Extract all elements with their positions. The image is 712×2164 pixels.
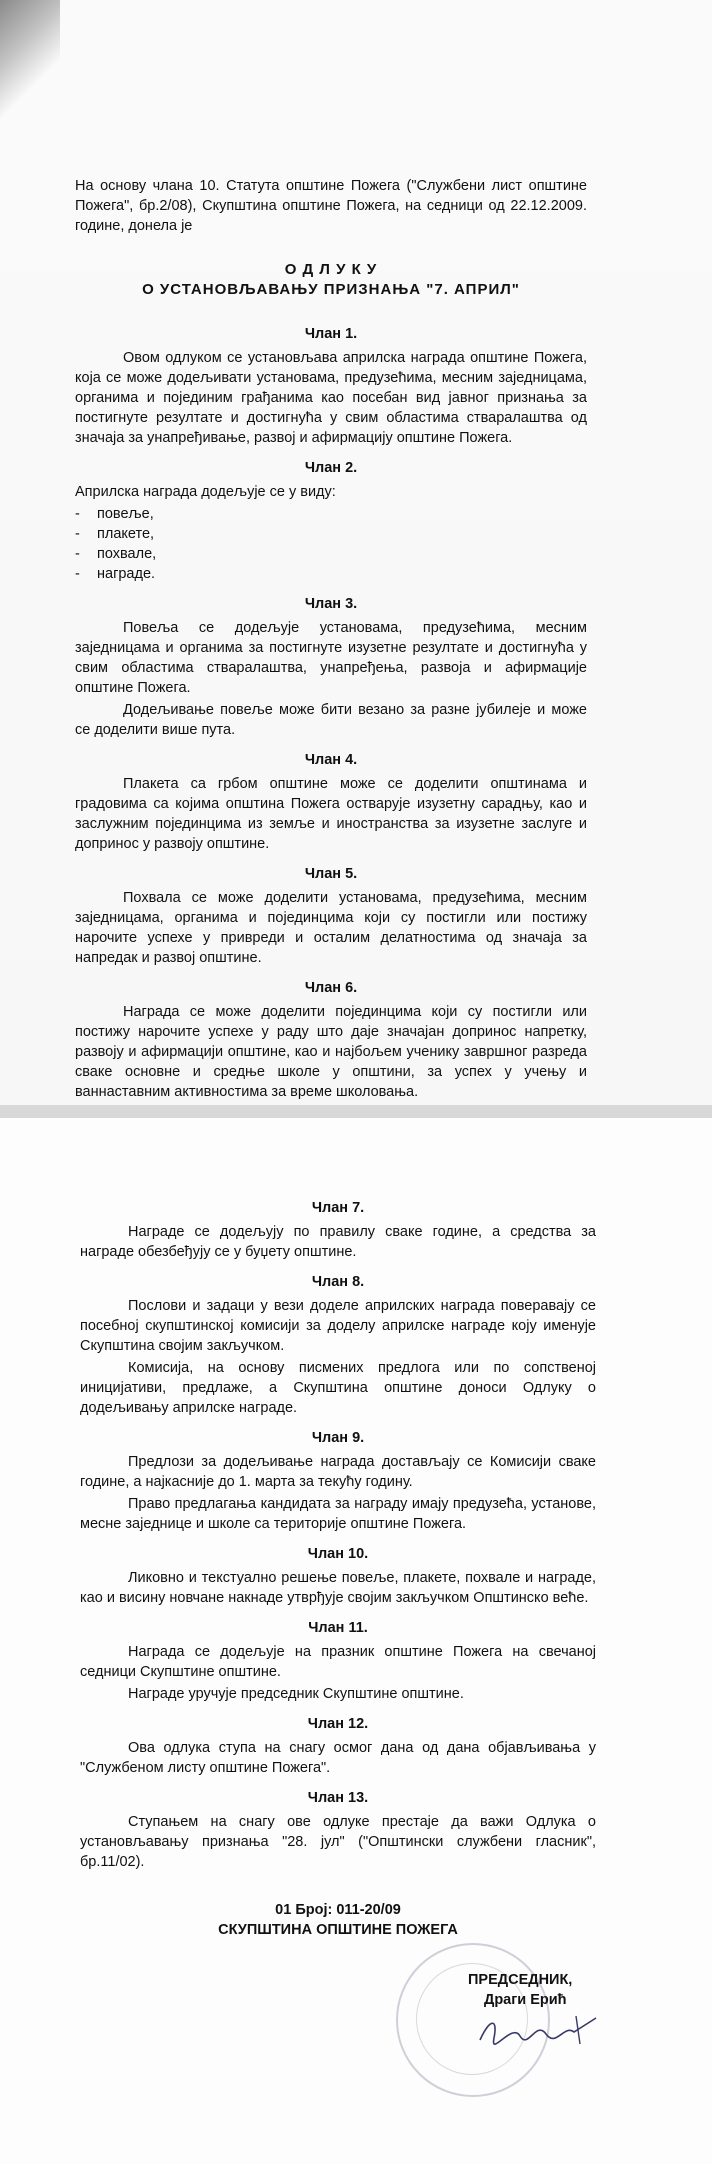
article-12-heading: Члан 12.	[307, 1716, 369, 1732]
article-3-text: Повеља се додељује установама, предузећима, месним заједницама и органима за постигнуте изузетне резултате и достигнућа у свим областима стваралаштва, унапређења, развоја и афирмације општине Пожега.	[75, 620, 587, 696]
signer-title: ПРЕДСЕДНИК,	[468, 1972, 573, 1988]
list-item: - похвале,	[75, 546, 157, 562]
article-12-text: Ова одлука ступа на снагу осмог дана од дана објављивања у "Службеном листу општине Пожега".	[80, 1740, 596, 1776]
page-2-text	[80, 1188, 596, 1940]
article-6-heading: Члан 6.	[304, 980, 358, 996]
list-item: - плакете,	[75, 526, 155, 542]
scanned-page-fold	[0, 0, 60, 140]
article-11-text: Награда се додељује на празник општине Пожега на свечаној седници Скупштине општине.	[80, 1644, 596, 1680]
award-forms-list	[75, 504, 587, 584]
article-9-heading: Члан 9.	[311, 1430, 365, 1446]
list-item: - награде.	[75, 566, 156, 582]
article-10-text: Ликовно и текстуално решење повеље, плакете, похвале и награде, као и висину новчане накнаде утврђује својим закључком Општинско веће.	[80, 1570, 596, 1606]
article-4-text: Плакета са грбом општине може се доделити општинама и градовима са којима општина Пожега остварује изузетну сарадњу, као и заслужним појединцима из земље и иностранства за изузетне заслуге и допринос у развоју општине.	[75, 776, 587, 852]
signer-name: Драги Ерић	[484, 1992, 567, 2008]
article-11-heading: Члан 11.	[308, 1620, 368, 1636]
article-8-text-2: Комисија, на основу писмених предлога или по сопственој иницијативи, предлаже, а Скупштина општине доноси Одлуку о додељивању априлске награде.	[80, 1360, 596, 1416]
article-13-heading: Члан 13.	[307, 1790, 369, 1806]
article-13-text: Ступањем на снагу ове одлуке престаје да важи Одлука о установљавању признања "28. јул" ("Општински службени гласник", бр.11/02).	[80, 1814, 596, 1870]
article-3-heading: Члан 3.	[304, 596, 358, 612]
article-3-text-2: Додељивање повеље може бити везано за разне јубилеје и може се доделити више пута.	[75, 702, 587, 738]
document-number: 01 Број: 011-20/09	[275, 1902, 401, 1918]
article-7-heading: Члан 7.	[311, 1200, 365, 1216]
article-5-heading: Члан 5.	[304, 866, 358, 882]
document-title: О Д Л У К У	[284, 261, 378, 278]
issuing-body: СКУПШТИНА ОПШТИНЕ ПОЖЕГА	[218, 1922, 458, 1938]
article-2-heading: Члан 2.	[304, 460, 358, 476]
list-item: - повеље,	[75, 506, 154, 522]
article-4-heading: Члан 4.	[304, 752, 358, 768]
page-1-text	[75, 176, 587, 1146]
page-separator	[0, 1105, 712, 1118]
handwritten-signature	[476, 2010, 606, 2050]
article-9-text-2: Право предлагања кандидата за награду имају предузећа, установе, месне заједнице и школе са територије општине Пожега.	[80, 1496, 596, 1532]
article-5-text: Похвала се може доделити установама, предузећима, месним заједницама, органима и појединцима који су постигли или постижу нарочите успехе у привреди и осталим делатностима од значаја за напредак и развој општине.	[75, 890, 587, 966]
article-1-heading: Члан 1.	[304, 326, 358, 342]
article-8-heading: Члан 8.	[311, 1274, 365, 1290]
article-9-text: Предлози за додељивање награда достављају се Комисији сваке године, а најкасније до 1. марта за текућу годину.	[80, 1454, 596, 1490]
article-1-text: Овом одлуком се установљава априлска награда општине Пожега, која се може додељивати установама, предузећима, месним заједницама, органима и појединим грађанима као посебан вид јавног признања за постигнуте резултате и достигнућа у свим областима стваралаштва од значаја за унапређивање, развој и афирмацију општине Пожега.	[75, 350, 587, 446]
article-10-heading: Члан 10.	[307, 1546, 369, 1562]
preamble: На основу члана 10. Статута општине Пожега ("Службени лист општине Пожега", бр.2/08), Скупштина општине Пожега, на седници од 22.12.2009. године, донела је	[75, 178, 587, 234]
article-8-text: Послови и задаци у вези доделе априлских награда поверавају се посебној скупштинској комисији за доделу априлске награде коју именује Скупштина својим закључком.	[80, 1298, 596, 1354]
article-7-text: Награде се додељују по правилу сваке године, а средства за награде обезбеђују се у буџету општине.	[80, 1224, 596, 1260]
document-page-2	[0, 1118, 712, 2164]
article-6-text: Награда се може доделити појединцима који су постигли или постижу нарочите успехе у раду што даје значајан допринос напретку, развоју и афирмацији општине, као и најбољем ученику завршног разреда сваке основне и средње школе у општини, за успех у учењу и ваннаставним активностима за време школовања.	[75, 1004, 587, 1100]
article-11-text-2: Награде уручује председник Скупштине општине.	[128, 1686, 464, 1702]
article-2-text: Априлска награда додељује се у виду:	[75, 484, 336, 500]
document-subtitle: О УСТАНОВЉАВАЊУ ПРИЗНАЊА "7. АПРИЛ"	[142, 281, 520, 298]
